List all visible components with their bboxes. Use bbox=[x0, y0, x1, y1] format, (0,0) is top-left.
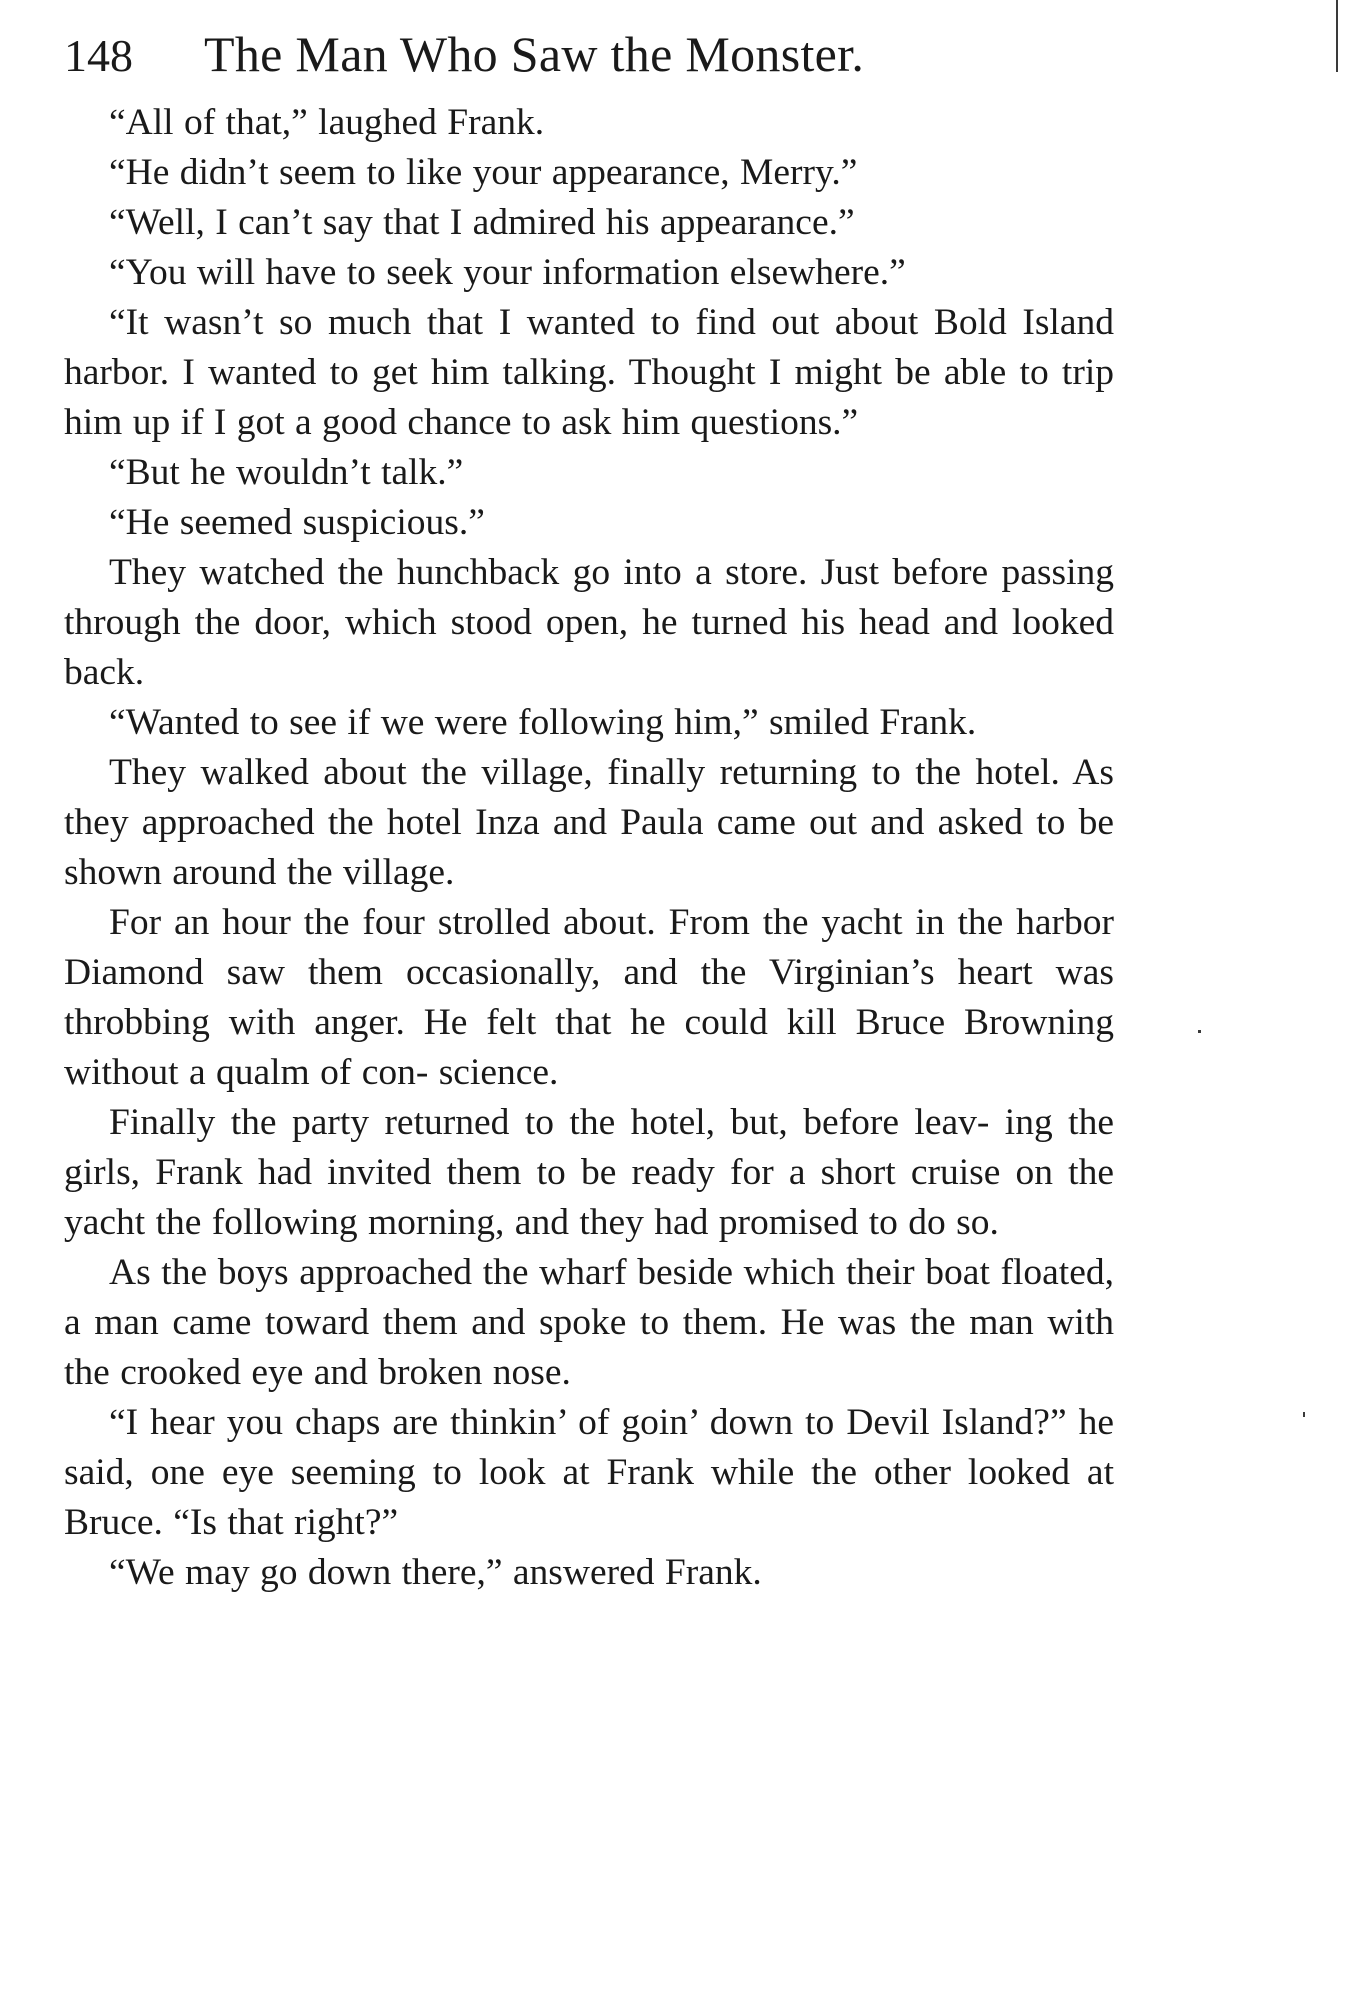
page-number: 148 bbox=[64, 30, 133, 81]
paragraph: “We may go down there,” answered Frank. bbox=[109, 1552, 762, 1593]
body-text bbox=[64, 98, 1114, 1598]
paragraph: As the boys approached the wharf beside which their boat floated, a man came toward them and spoke to them. He was the man with the crooked eye and broken nose. bbox=[64, 1252, 1114, 1393]
scan-speck bbox=[1198, 1030, 1201, 1033]
paragraph: They walked about the village, finally returning to the hotel. As they approached the hotel Inza and Paula came out and asked to be shown around the village. bbox=[64, 752, 1114, 893]
paragraph: “Well, I can’t say that I admired his appearance.” bbox=[109, 202, 855, 243]
paragraph: Finally the party returned to the hotel, but, before leav- ing the girls, Frank had invited them to be ready for a short cruise on the yacht the following morning, and they had promised to do so. bbox=[64, 1102, 1114, 1243]
paragraph: “But he wouldn’t talk.” bbox=[109, 452, 464, 493]
paragraph: “It wasn’t so much that I wanted to find out about Bold Island harbor. I wanted to get him talking. Thought I might be able to trip him up if I got a good chance to ask him questions.” bbox=[64, 302, 1114, 443]
paragraph: “I hear you chaps are thinkin’ of goin’ down to Devil Island?” he said, one eye seeming to look at Frank while the other looked at Bruce. “Is that right?” bbox=[64, 1402, 1114, 1543]
paragraph: “You will have to seek your information elsewhere.” bbox=[109, 252, 906, 293]
running-head bbox=[64, 18, 1114, 88]
scan-speck bbox=[1303, 1412, 1305, 1417]
paragraph: They watched the hunchback go into a store. Just before passing through the door, which stood open, he turned his head and looked back. bbox=[64, 552, 1114, 693]
paragraph: “All of that,” laughed Frank. bbox=[109, 102, 545, 143]
paragraph: For an hour the four strolled about. From the yacht in the harbor Diamond saw them occasionally, and the Virginian’s heart was throbbing with anger. He felt that he could kill Bruce Browning without a qualm of con- science. bbox=[64, 902, 1114, 1093]
paragraph: “He seemed suspicious.” bbox=[109, 502, 485, 543]
running-title: The Man Who Saw the Monster. bbox=[204, 26, 865, 82]
scan-edge-mark bbox=[1336, 0, 1338, 72]
paragraph: “He didn’t seem to like your appearance, Merry.” bbox=[109, 152, 858, 193]
paragraph: “Wanted to see if we were following him,” smiled Frank. bbox=[109, 702, 977, 743]
